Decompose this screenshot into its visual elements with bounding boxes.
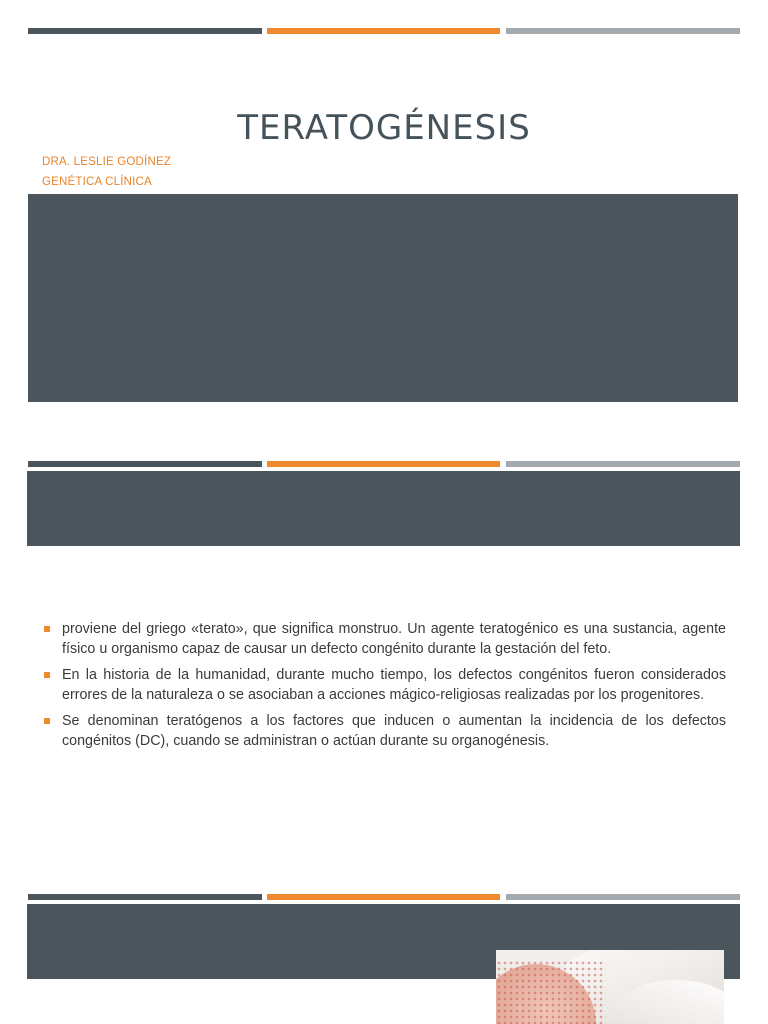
slide-title	[0, 0, 768, 430]
header-panel	[27, 471, 740, 546]
accent-bars	[28, 28, 740, 34]
accent-bar-orange	[267, 461, 500, 467]
bullet-square-icon	[44, 672, 50, 678]
bullet-list	[42, 620, 726, 758]
accent-bar-gray	[506, 28, 740, 34]
dark-panel	[28, 194, 738, 402]
author-name: DRA. LESLIE GODÍNEZ	[42, 156, 172, 168]
bullet-text: Se denominan teratógenos a los factores que inducen o aumentan la incidencia de los defectos congénitos (DC), cuando se administran o actúan durante su organogénesis.	[62, 713, 726, 749]
bullet-text: En la historia de la humanidad, durante mucho tiempo, los defectos congénitos fueron considerados errores de la naturaleza o se asociaban a acciones mágico-religiosas realizadas por los progenitores.	[62, 667, 726, 703]
rash-dots	[496, 960, 606, 1024]
bullet-item	[42, 620, 726, 659]
bullet-text: proviene del griego «terato», que significa monstruo. Un agente teratogénico es una sustancia, agente físico u organismo capaz de causar un defecto congénito durante la gestación del feto.	[62, 621, 726, 657]
bullet-item	[42, 712, 726, 751]
accent-bar-dark	[28, 894, 262, 900]
accent-bar-dark	[28, 28, 262, 34]
skin-rash-photo	[496, 950, 724, 1024]
accent-bars	[28, 894, 740, 900]
accent-bar-gray	[506, 894, 740, 900]
accent-bar-gray	[506, 461, 740, 467]
author-department: GENÉTICA CLÍNICA	[42, 176, 152, 188]
accent-bar-orange	[267, 894, 500, 900]
accent-bar-dark	[28, 461, 262, 467]
bullet-square-icon	[44, 626, 50, 632]
accent-bar-orange	[267, 28, 500, 34]
bullet-item	[42, 666, 726, 705]
slide-title-text: TERATOGÉNESIS	[237, 108, 531, 148]
bullet-square-icon	[44, 718, 50, 724]
accent-bars	[28, 461, 740, 467]
